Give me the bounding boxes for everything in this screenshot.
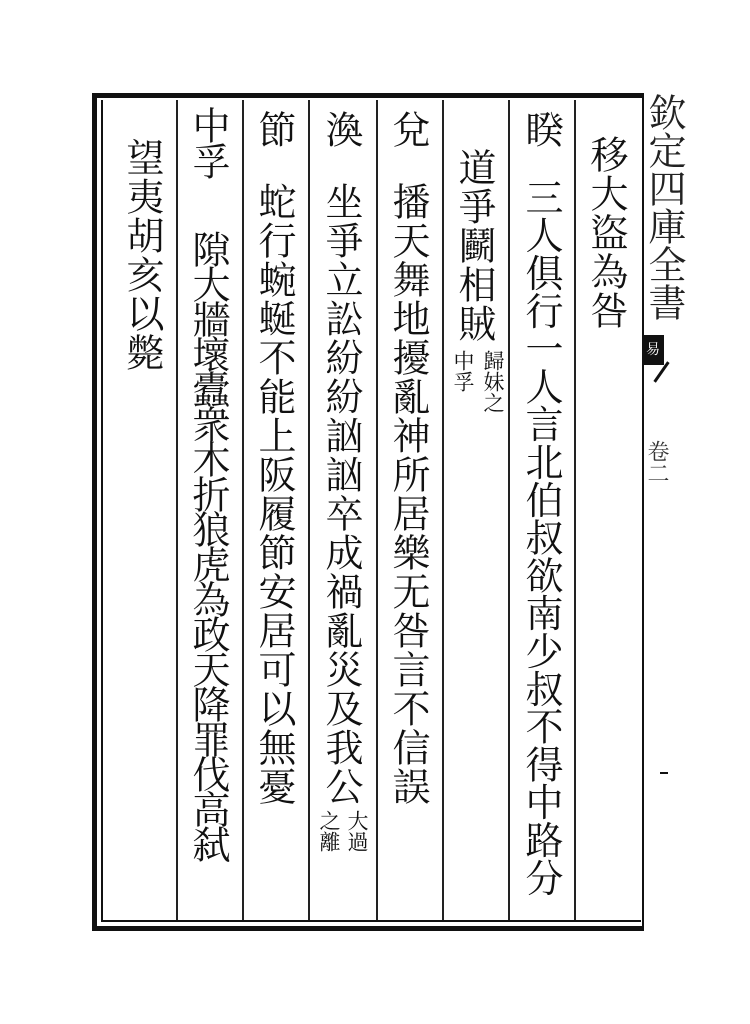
text-column-2: 三人俱行一人言北伯叔欲南少叔不得中路分 [519,178,563,897]
text-column-6: 蛇行蜿蜒不能上阪履節安居可以無憂 [252,182,296,806]
text-column-1: 移大盜為咎 [584,135,628,330]
hexagram-heading: 渙 [319,110,363,149]
frame-inner-left-line [101,100,103,922]
interlinear-note-left: 之離 [317,810,341,852]
column-rule [176,100,178,920]
text-column-8: 望夷胡亥以斃 [120,138,164,372]
hexagram-heading: 節 [252,110,296,149]
text-column-5: 坐爭立訟紛紛訩訩卒成禍亂災及我公 [319,182,363,806]
interlinear-note-right: 大過 [345,810,369,852]
text-column-7: 隙大牆壞蠹衆木折狼虎為政天降罪伐高弑 [186,230,230,860]
hexagram-heading: 中孚 [186,106,230,178]
fishtail-mark: 易 [642,335,664,365]
column-rule [574,100,576,920]
column-rule [442,100,444,920]
interlinear-note-left: 中孚 [451,350,475,392]
margin-corner-mark [660,772,668,774]
margin-title: 欽定四庫全書 [642,93,686,321]
frame-inner-bottom-line [101,920,641,922]
hexagram-heading: 兌 [386,110,430,149]
text-column-4: 播天舞地擾亂神所居樂无咎言不信誤 [386,182,430,806]
column-rule [376,100,378,920]
hexagram-heading: 睽 [519,110,563,149]
interlinear-note-right: 歸妹之 [481,350,505,413]
text-column-3: 道爭鬬相賊 [452,148,496,343]
juan-number: 卷二 [644,440,669,484]
column-rule [508,100,510,920]
column-rule [242,100,244,920]
column-rule [308,100,310,920]
